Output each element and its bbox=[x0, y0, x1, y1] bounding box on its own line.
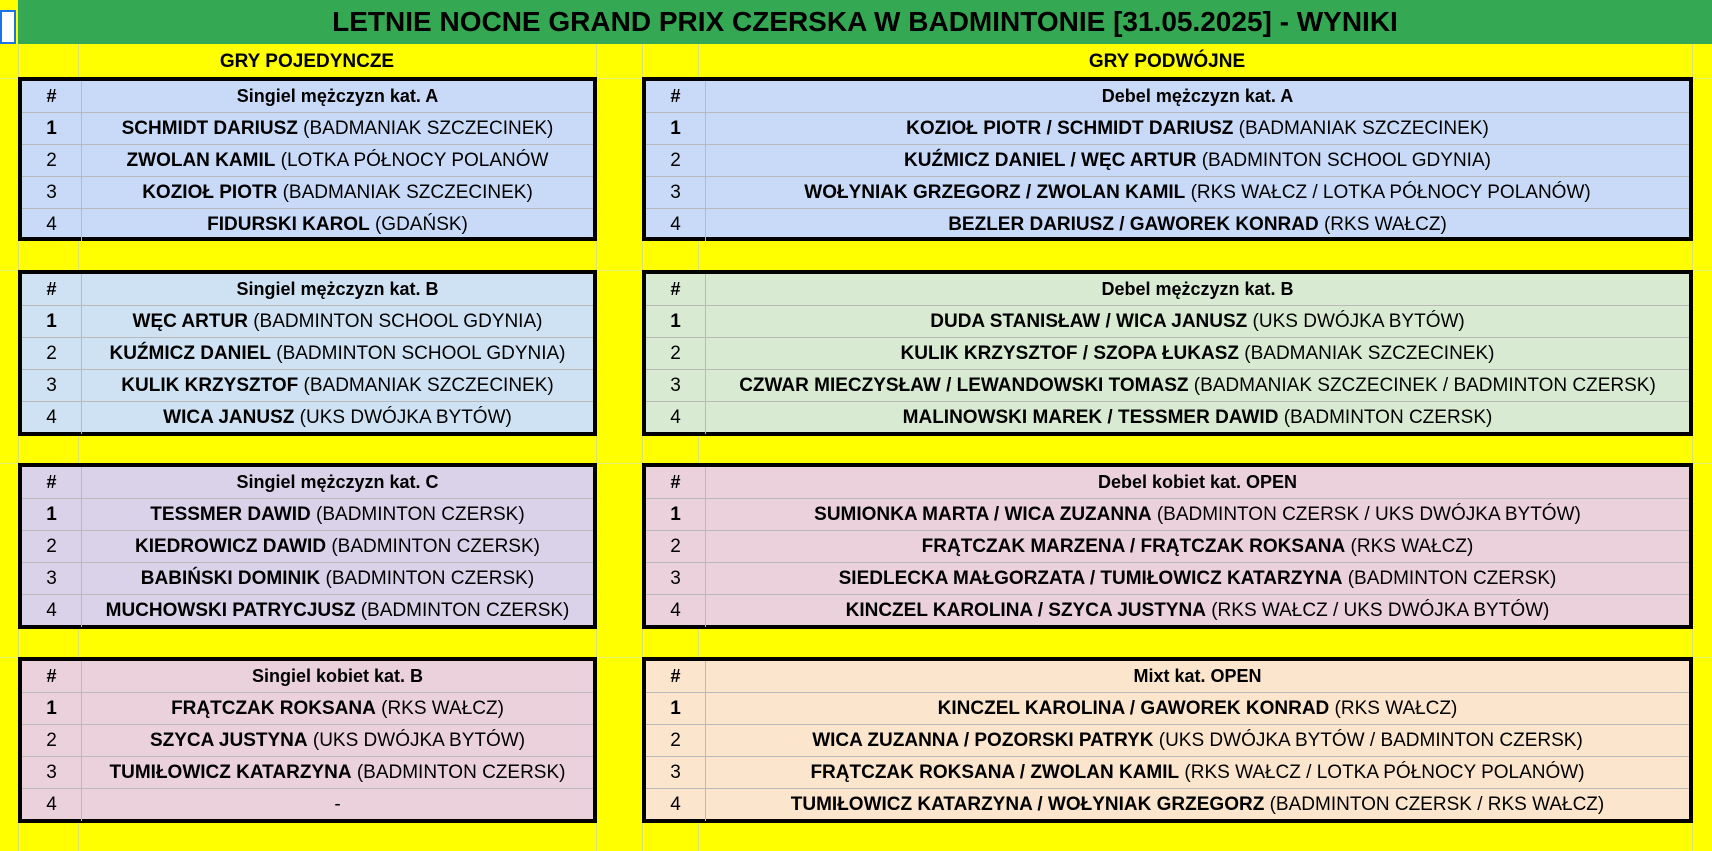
club-name: (RKS WAŁCZ) bbox=[1318, 214, 1447, 235]
table-row bbox=[646, 563, 1689, 595]
doubles-table-women-open bbox=[642, 463, 1693, 629]
category-header: Singiel mężczyzn kat. C bbox=[236, 472, 439, 492]
category-header: Mixt kat. OPEN bbox=[1133, 666, 1262, 686]
club-name: (GDAŃSK) bbox=[369, 214, 468, 235]
pair-names: WICA ZUZANNA / POZORSKI PATRYK bbox=[812, 729, 1154, 751]
category-header: Debel mężczyzn kat. B bbox=[1101, 279, 1294, 299]
player-name: BABIŃSKI DOMINIK bbox=[140, 567, 321, 589]
entry bbox=[706, 725, 1689, 756]
pair-names: WOŁYNIAK GRZEGORZ / ZWOLAN KAMIL bbox=[804, 181, 1186, 203]
hash-header: # bbox=[22, 661, 82, 692]
place: 1 bbox=[22, 306, 82, 337]
selected-cell[interactable] bbox=[0, 10, 16, 44]
table-row bbox=[22, 338, 593, 370]
table-row bbox=[22, 306, 593, 338]
place: 2 bbox=[646, 725, 706, 756]
place: 4 bbox=[22, 209, 82, 241]
table-row bbox=[646, 370, 1689, 402]
table-row bbox=[646, 499, 1689, 531]
pair-names: BEZLER DARIUSZ / GAWOREK KONRAD bbox=[948, 214, 1319, 235]
table-row bbox=[646, 757, 1689, 789]
place: 2 bbox=[646, 145, 706, 176]
table-row bbox=[646, 725, 1689, 757]
pair-names: SUMIONKA MARTA / WICA ZUZANNA bbox=[814, 503, 1152, 525]
place: 3 bbox=[22, 370, 82, 401]
category-header: Singiel mężczyzn kat. A bbox=[236, 86, 439, 106]
entry bbox=[706, 563, 1689, 594]
player-name: KOZIOŁ PIOTR bbox=[142, 181, 278, 203]
entry bbox=[82, 145, 593, 176]
player-name: SCHMIDT DARIUSZ bbox=[121, 117, 298, 139]
table-header-row bbox=[646, 81, 1689, 113]
entry bbox=[82, 113, 593, 144]
club-name: (BADMINTON CZERSK) bbox=[326, 535, 540, 557]
hash-header: # bbox=[646, 467, 706, 498]
table-row bbox=[22, 693, 593, 725]
club-name: (BADMANIAK SZCZECINEK) bbox=[297, 117, 554, 139]
table-row bbox=[22, 595, 593, 627]
entry bbox=[706, 595, 1689, 627]
club-name: (RKS WAŁCZ / LOTKA PÓŁNOCY POLANÓW) bbox=[1179, 761, 1585, 783]
doubles-table-men-b bbox=[642, 270, 1693, 436]
player-name: FRĄTCZAK ROKSANA bbox=[171, 697, 376, 719]
entry bbox=[706, 693, 1689, 724]
table-row bbox=[646, 402, 1689, 434]
entry bbox=[82, 725, 593, 756]
table-row bbox=[646, 177, 1689, 209]
club-name: (BADMANIAK SZCZECINEK) bbox=[1233, 117, 1489, 139]
club-name: (LOTKA PÓŁNOCY POLANÓW bbox=[275, 149, 549, 171]
player-name: ZWOLAN KAMIL bbox=[126, 149, 276, 171]
hash-header: # bbox=[646, 274, 706, 305]
player-name: KULIK KRZYSZTOF bbox=[121, 374, 299, 396]
hash-header: # bbox=[22, 467, 82, 498]
player-name: TUMIŁOWICZ KATARZYNA bbox=[109, 761, 352, 783]
entry bbox=[706, 402, 1689, 434]
hash-header: # bbox=[22, 274, 82, 305]
table-row bbox=[646, 531, 1689, 563]
table-row bbox=[22, 757, 593, 789]
club-name: (BADMANIAK SZCZECINEK) bbox=[277, 181, 533, 203]
entry bbox=[82, 531, 593, 562]
club-name: (RKS WAŁCZ / UKS DWÓJKA BYTÓW) bbox=[1205, 600, 1550, 621]
place: 4 bbox=[646, 402, 706, 434]
pair-names: SIEDLECKA MAŁGORZATA / TUMIŁOWICZ KATARZYNA bbox=[838, 567, 1343, 589]
club-name: (BADMINTON SCHOOL GDYNIA) bbox=[247, 310, 543, 332]
place: 2 bbox=[22, 725, 82, 756]
club-name: (UKS DWÓJKA BYTÓW) bbox=[294, 407, 512, 428]
club-name: - bbox=[334, 794, 341, 815]
place: 1 bbox=[646, 693, 706, 724]
doubles-section-label: GRY PODWÓJNE bbox=[1088, 51, 1246, 72]
club-name: (BADMINTON CZERSK / RKS WAŁCZ) bbox=[1264, 794, 1605, 815]
place: 2 bbox=[646, 531, 706, 562]
entry bbox=[706, 370, 1689, 401]
pair-names: CZWAR MIECZYSŁAW / LEWANDOWSKI TOMASZ bbox=[739, 374, 1189, 396]
place: 2 bbox=[22, 531, 82, 562]
entry bbox=[82, 338, 593, 369]
entry bbox=[706, 757, 1689, 788]
table-header-row bbox=[22, 467, 593, 499]
club-name: (RKS WAŁCZ) bbox=[1345, 535, 1474, 557]
singles-table-women-b bbox=[18, 657, 597, 823]
entry bbox=[706, 177, 1689, 208]
place: 2 bbox=[646, 338, 706, 369]
place: 1 bbox=[22, 499, 82, 530]
place: 3 bbox=[646, 177, 706, 208]
place: 4 bbox=[22, 595, 82, 627]
place: 2 bbox=[22, 145, 82, 176]
place: 1 bbox=[646, 306, 706, 337]
table-row bbox=[646, 306, 1689, 338]
table-header-row bbox=[646, 467, 1689, 499]
club-name: (BADMANIAK SZCZECINEK) bbox=[1239, 342, 1495, 364]
category-header: Singiel kobiet kat. B bbox=[251, 666, 424, 686]
entry bbox=[82, 757, 593, 788]
club-name: (UKS DWÓJKA BYTÓW / BADMINTON CZERSK) bbox=[1153, 729, 1583, 751]
place: 3 bbox=[646, 563, 706, 594]
page-title bbox=[18, 0, 1712, 44]
club-name: (UKS DWÓJKA BYTÓW) bbox=[307, 729, 526, 751]
table-row bbox=[22, 177, 593, 209]
place: 1 bbox=[22, 113, 82, 144]
player-name: MUCHOWSKI PATRYCJUSZ bbox=[105, 600, 356, 621]
table-row bbox=[646, 595, 1689, 627]
singles-table-men-a bbox=[18, 77, 597, 241]
table-row bbox=[22, 145, 593, 177]
club-name: (BADMINTON CZERSK) bbox=[320, 567, 535, 589]
place: 3 bbox=[646, 370, 706, 401]
doubles-section-title bbox=[642, 46, 1692, 78]
place: 3 bbox=[22, 563, 82, 594]
club-name: (BADMANIAK SZCZECINEK) bbox=[298, 374, 554, 396]
entry bbox=[82, 563, 593, 594]
singles-section-title bbox=[18, 46, 596, 78]
table-row bbox=[646, 145, 1689, 177]
place: 2 bbox=[22, 338, 82, 369]
entry bbox=[82, 177, 593, 208]
club-name: (BADMINTON SCHOOL GDYNIA) bbox=[1196, 149, 1491, 171]
entry bbox=[82, 789, 593, 821]
pair-names: DUDA STANISŁAW / WICA JANUSZ bbox=[930, 310, 1248, 332]
entry bbox=[706, 789, 1689, 821]
pair-names: FRĄTCZAK MARZENA / FRĄTCZAK ROKSANA bbox=[921, 535, 1346, 557]
club-name: (BADMINTON CZERSK) bbox=[355, 600, 570, 621]
singles-table-men-c bbox=[18, 463, 597, 629]
entry bbox=[706, 113, 1689, 144]
place: 3 bbox=[22, 177, 82, 208]
singles-section-label: GRY POJEDYNCZE bbox=[219, 51, 395, 72]
category-header: Debel mężczyzn kat. A bbox=[1101, 86, 1294, 106]
table-row bbox=[646, 693, 1689, 725]
place: 4 bbox=[22, 789, 82, 821]
table-row bbox=[646, 113, 1689, 145]
place: 4 bbox=[22, 402, 82, 434]
entry bbox=[82, 499, 593, 530]
club-name: (UKS DWÓJKA BYTÓW) bbox=[1247, 310, 1465, 332]
table-row bbox=[22, 789, 593, 821]
club-name: (BADMINTON CZERSK) bbox=[310, 503, 525, 525]
entry bbox=[706, 338, 1689, 369]
player-name: TESSMER DAWID bbox=[150, 503, 311, 525]
table-row bbox=[22, 531, 593, 563]
table-row bbox=[646, 209, 1689, 241]
place: 3 bbox=[646, 757, 706, 788]
club-name: (BADMINTON CZERSK) bbox=[1342, 567, 1557, 589]
entry bbox=[82, 402, 593, 434]
pair-names: FRĄTCZAK ROKSANA / ZWOLAN KAMIL bbox=[810, 761, 1180, 783]
entry bbox=[706, 145, 1689, 176]
club-name: (RKS WAŁCZ) bbox=[1329, 697, 1458, 719]
pair-names: KULIK KRZYSZTOF / SZOPA ŁUKASZ bbox=[900, 342, 1239, 364]
player-name: KIEDROWICZ DAWID bbox=[135, 535, 327, 557]
entry bbox=[706, 306, 1689, 337]
pair-names: MALINOWSKI MAREK / TESSMER DAWID bbox=[902, 407, 1279, 428]
singles-table-men-b bbox=[18, 270, 597, 436]
place: 1 bbox=[646, 113, 706, 144]
entry bbox=[82, 370, 593, 401]
entry bbox=[706, 499, 1689, 530]
pair-names: KOZIOŁ PIOTR / SCHMIDT DARIUSZ bbox=[906, 117, 1234, 139]
page-title-text: LETNIE NOCNE GRAND PRIX CZERSKA W BADMINTONIE [31.05.2025] - WYNIKI bbox=[332, 6, 1398, 37]
hash-header: # bbox=[646, 81, 706, 112]
pair-names: KINCZEL KAROLINA / SZYCA JUSTYNA bbox=[845, 600, 1206, 621]
table-row bbox=[646, 789, 1689, 821]
table-row bbox=[22, 402, 593, 434]
category-header: Debel kobiet kat. OPEN bbox=[1097, 472, 1298, 492]
pair-names: KUŹMICZ DANIEL / WĘC ARTUR bbox=[904, 149, 1197, 171]
table-header-row bbox=[646, 274, 1689, 306]
hash-header: # bbox=[646, 661, 706, 692]
club-name: (RKS WAŁCZ) bbox=[375, 697, 504, 719]
player-name: SZYCA JUSTYNA bbox=[149, 729, 308, 751]
club-name: (RKS WAŁCZ / LOTKA PÓŁNOCY POLANÓW) bbox=[1185, 181, 1591, 203]
category-header: Singiel mężczyzn kat. B bbox=[236, 279, 439, 299]
table-row bbox=[22, 499, 593, 531]
pair-names: TUMIŁOWICZ KATARZYNA / WOŁYNIAK GRZEGORZ bbox=[790, 794, 1265, 815]
table-row bbox=[22, 725, 593, 757]
place: 4 bbox=[646, 789, 706, 821]
table-row bbox=[22, 370, 593, 402]
place: 4 bbox=[646, 595, 706, 627]
entry bbox=[82, 595, 593, 627]
club-name: (BADMINTON SCHOOL GDYNIA) bbox=[270, 342, 566, 364]
entry bbox=[82, 693, 593, 724]
player-name: KUŹMICZ DANIEL bbox=[109, 342, 271, 364]
player-name: WICA JANUSZ bbox=[163, 407, 295, 428]
pair-names: KINCZEL KAROLINA / GAWOREK KONRAD bbox=[937, 697, 1330, 719]
place: 1 bbox=[22, 693, 82, 724]
club-name: (BADMINTON CZERSK) bbox=[1278, 407, 1493, 428]
doubles-table-mixed-open bbox=[642, 657, 1693, 823]
entry bbox=[82, 306, 593, 337]
table-header-row bbox=[22, 81, 593, 113]
hash-header: # bbox=[22, 81, 82, 112]
doubles-table-men-a bbox=[642, 77, 1693, 241]
table-row bbox=[22, 113, 593, 145]
club-name: (BADMANIAK SZCZECINEK / BADMINTON CZERSK) bbox=[1188, 374, 1656, 396]
place: 4 bbox=[646, 209, 706, 241]
table-header-row bbox=[22, 274, 593, 306]
player-name: FIDURSKI KAROL bbox=[207, 214, 370, 235]
entry bbox=[706, 209, 1689, 241]
table-row bbox=[646, 338, 1689, 370]
entry bbox=[706, 531, 1689, 562]
table-header-row bbox=[646, 661, 1689, 693]
club-name: (BADMINTON CZERSK) bbox=[351, 761, 566, 783]
table-row bbox=[22, 563, 593, 595]
entry bbox=[82, 209, 593, 241]
player-name: WĘC ARTUR bbox=[132, 310, 248, 332]
club-name: (BADMINTON CZERSK / UKS DWÓJKA BYTÓW) bbox=[1151, 503, 1581, 525]
place: 3 bbox=[22, 757, 82, 788]
place: 1 bbox=[646, 499, 706, 530]
table-header-row bbox=[22, 661, 593, 693]
table-row bbox=[22, 209, 593, 241]
